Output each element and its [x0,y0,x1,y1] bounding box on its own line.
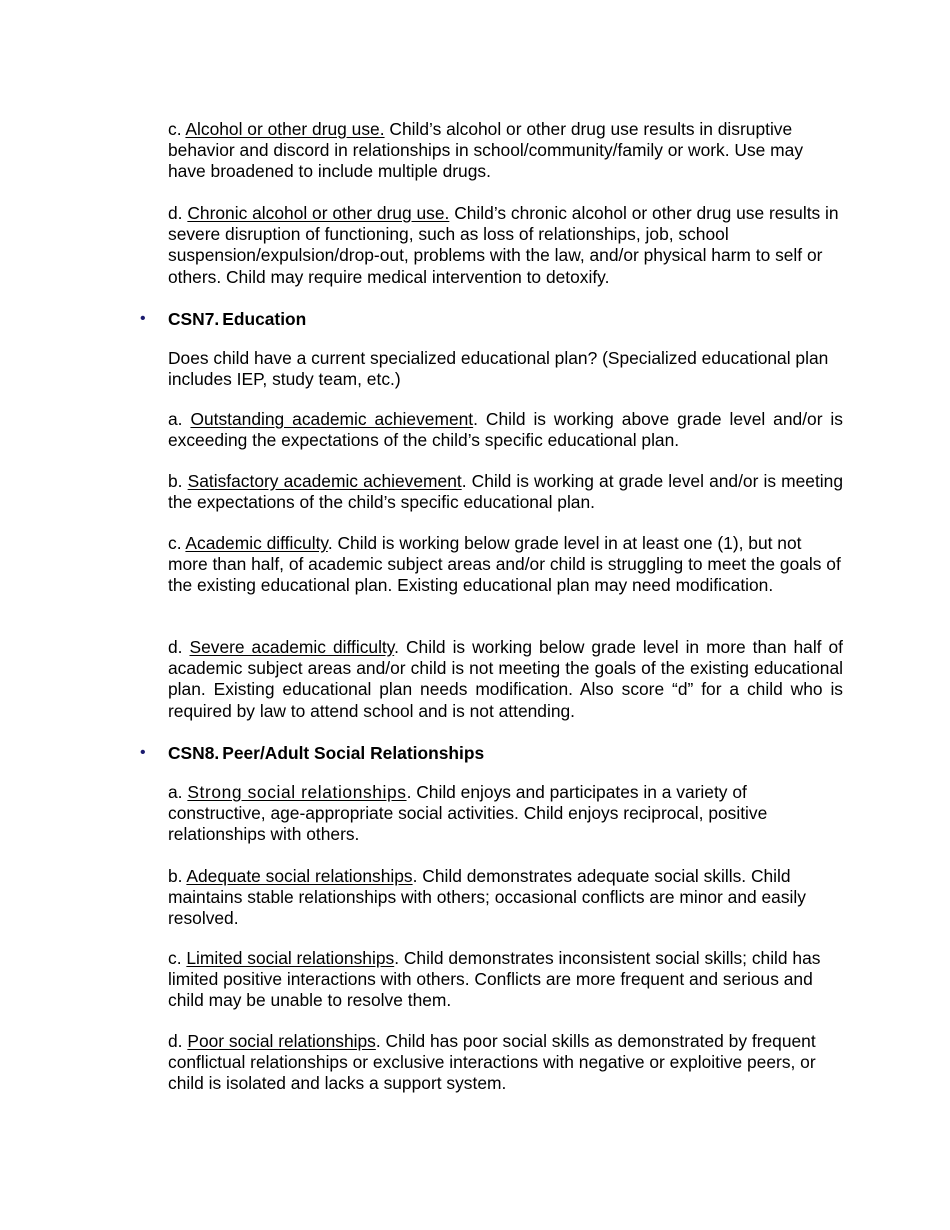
academic-difficulty-item [168,533,843,597]
poor-social-relationships-item [168,1031,843,1095]
item-title: Academic difficulty [185,533,328,553]
severe-academic-difficulty-item [168,637,843,722]
item-title: Chronic alcohol or other drug use. [187,203,450,223]
alcohol-drug-use-item [168,119,843,183]
item-title: Strong social relationships [187,782,407,802]
item-title: Alcohol or other drug use. [185,119,385,139]
item-letter: d. [168,203,183,223]
outstanding-achievement-item [168,409,843,451]
item-body: . Child is working above grade level and/or is exceeding the expectations of the child’s specific educational plan. [168,409,843,451]
section-heading-csn8 [168,742,843,764]
item-letter: b. [168,866,183,886]
section-name: Education [222,309,307,329]
adequate-social-relationships-item [168,866,843,930]
item-body: . Child is working below grade level in more than half of academic subject areas and/or child is not meeting the goals of the existing educational plan. Existing educational plan needs modification. Also score “d” for a child who is required by law to attend school and is not attending. [168,637,843,721]
item-letter: c. [168,948,182,968]
item-body: . Child is working below grade level in at least one (1), but not more than half, of academic subject areas and/or child is struggling to meet the goals of the existing educational plan. Existing educational plan may need modification. [168,533,841,596]
section-code: CSN8. [168,743,220,763]
chronic-drug-use-item [168,203,843,288]
section-code: CSN7. [168,309,220,329]
item-title: Limited social relationships [186,948,395,968]
section-heading-csn7 [168,308,843,330]
item-letter: b. [168,471,183,491]
item-title: Outstanding academic achievement [190,409,474,429]
item-body: . Child demonstrates adequate social skills. Child maintains stable relationships with others; occasional conflicts are minor and easily resolved. [168,866,806,929]
item-body: . Child demonstrates inconsistent social skills; child has limited positive interactions with others. Conflicts are more frequent and serious and child may be unable to resolve them. [168,948,821,1011]
item-letter: a. [168,782,183,802]
strong-social-relationships-item [168,782,843,846]
item-title: Poor social relationships [187,1031,376,1051]
item-letter: c. [168,119,182,139]
item-letter: a. [168,409,183,429]
item-letter: d. [168,1031,183,1051]
item-body: Child’s alcohol or other drug use results in disruptive behavior and discord in relationships in school/community/family or work. Use may have broadened to include multiple drugs. [168,119,804,182]
education-plan-question: Does child have a current specialized educational plan? (Specialized educational plan includes IEP, study team, etc.) [168,348,829,390]
item-title: Adequate social relationships [186,866,413,886]
item-letter: c. [168,533,182,553]
item-body: . Child enjoys and participates in a variety of constructive, age-appropriate social activities. Child enjoys reciprocal, positive relationships with others. [168,782,768,845]
section-name: Peer/Adult Social Relationships [222,743,485,763]
bullet-icon: • [140,310,146,327]
limited-social-relationships-item [168,948,843,1012]
item-body: Child’s chronic alcohol or other drug use results in severe disruption of functioning, such as loss of relationships, job, school suspension/expulsion/drop-out, problems with the law, and/or physical harm to self or others. Child may require medical intervention to detoxify. [168,203,839,287]
item-body: . Child is working at grade level and/or is meeting the expectations of the child’s specific educational plan. [168,471,843,513]
bullet-icon: • [140,744,146,761]
item-body: . Child has poor social skills as demonstrated by frequent conflictual relationships or exclusive interactions with negative or exploitive peers, or child is isolated and lacks a support system. [168,1031,816,1094]
item-title: Satisfactory academic achievement [187,471,462,491]
satisfactory-achievement-item [168,471,843,513]
item-letter: d. [168,637,183,657]
item-title: Severe academic difficulty [189,637,395,657]
